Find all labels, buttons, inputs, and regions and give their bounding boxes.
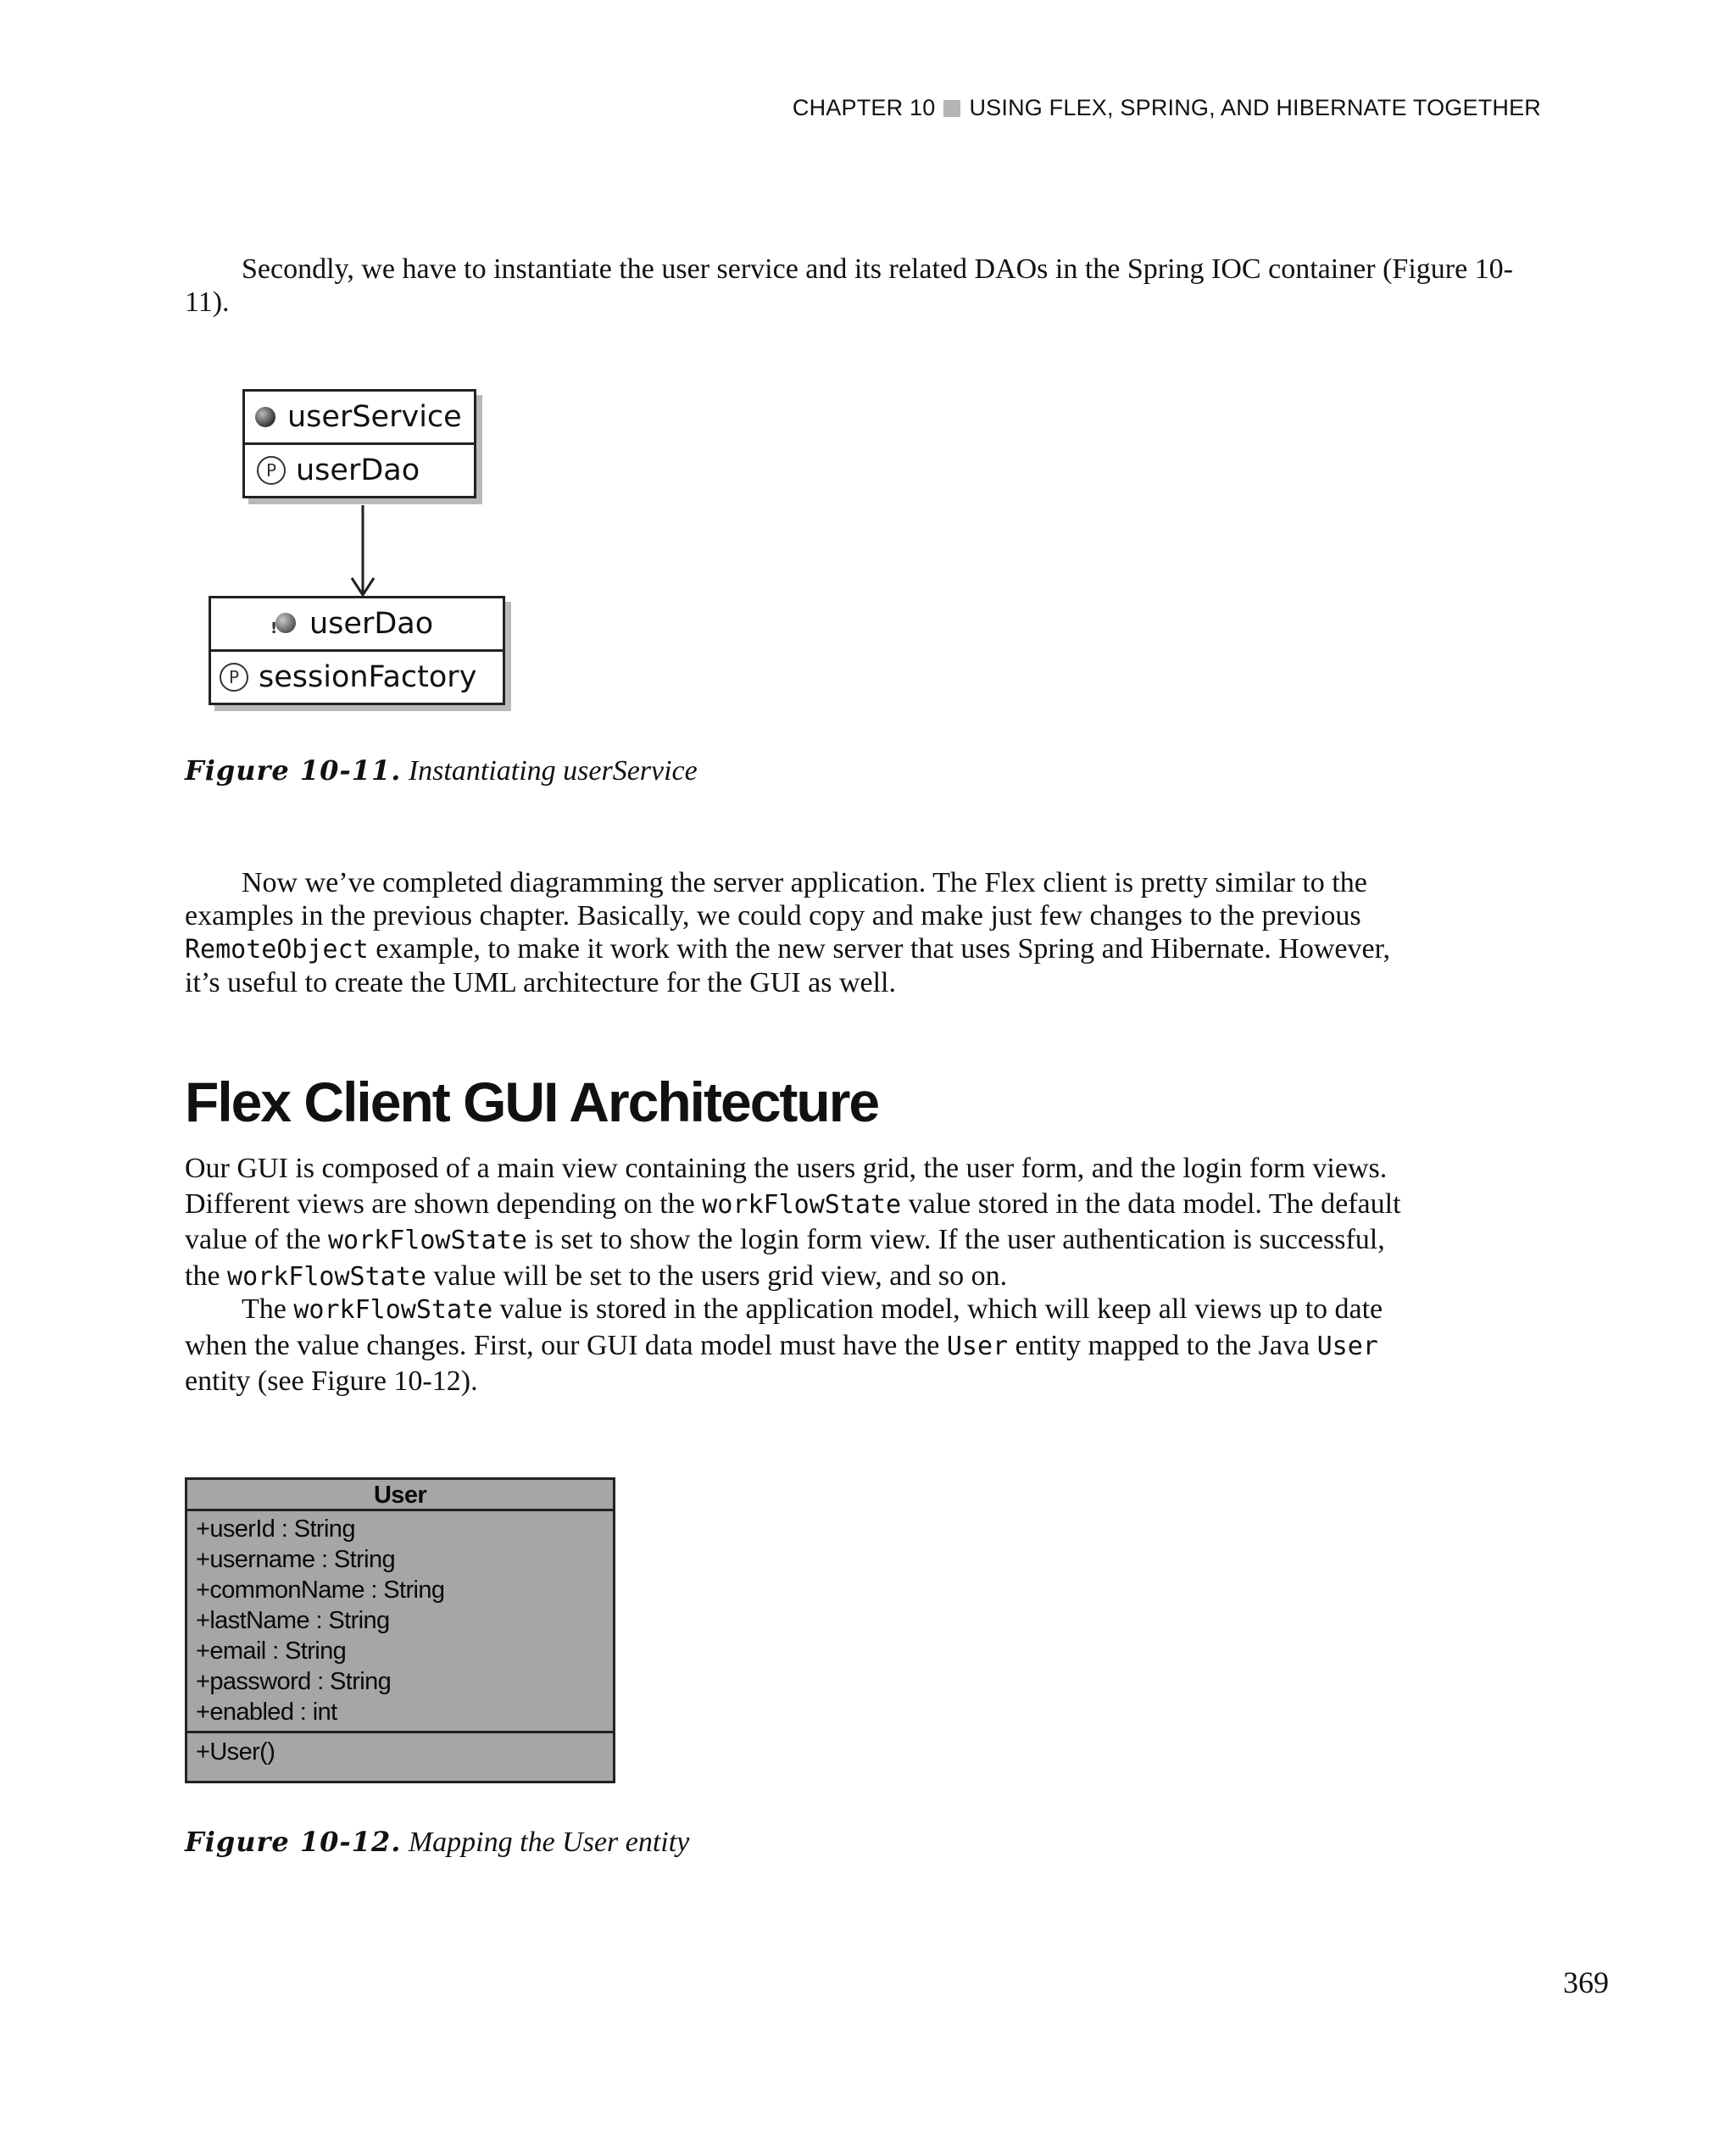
text-line xyxy=(185,1222,1541,1259)
uml-class-name: User xyxy=(187,1480,613,1511)
text-line xyxy=(185,1292,1541,1328)
uml-attribute: +commonName : String xyxy=(196,1577,445,1604)
paragraph-gui-composition xyxy=(185,1151,1541,1294)
figure-caption-text: Mapping the User entity xyxy=(408,1827,690,1858)
chapter-label: CHAPTER 10 xyxy=(792,95,936,120)
code-span: User xyxy=(1316,1331,1378,1361)
code-span: User xyxy=(946,1331,1009,1361)
code-span: workFlowState xyxy=(227,1261,426,1292)
text-span: value will be set to the users grid view, and so on. xyxy=(426,1260,1008,1292)
bean-icon xyxy=(255,407,275,427)
text-span: value of the xyxy=(185,1224,328,1255)
header-square-icon xyxy=(943,100,960,117)
bean-name: userDao xyxy=(309,607,434,641)
code-span: workFlowState xyxy=(293,1295,493,1325)
code-span: workFlowState xyxy=(702,1189,902,1220)
text-span: the xyxy=(185,1260,228,1292)
uml-class-user xyxy=(185,1477,615,1783)
bean-warning-icon xyxy=(270,611,296,637)
text-span: when the value changes. First, our GUI data model must have the xyxy=(185,1329,947,1361)
page-number: 369 xyxy=(1563,1966,1609,1999)
uml-attribute: +username : String xyxy=(196,1546,396,1573)
text-line: examples in the previous chapter. Basically, we could copy and make just few changes to the previous xyxy=(185,900,1361,931)
dependency-arrow xyxy=(348,502,381,603)
text-line: Now we’ve completed diagramming the server application. The Flex client is pretty similar to the xyxy=(242,867,1367,898)
bean-user-dao xyxy=(209,596,505,705)
bean-name: userService xyxy=(287,400,462,434)
uml-operation: +User() xyxy=(196,1738,275,1766)
bean-header xyxy=(245,392,474,442)
text-span: value is stored in the application model, which will keep all views up to date xyxy=(492,1293,1383,1325)
text-span: value stored in the data model. The default xyxy=(901,1187,1401,1220)
code-span: workFlowState xyxy=(328,1226,527,1255)
text-line: Our GUI is composed of a main view containing the users grid, the user form, and the login form views. xyxy=(185,1153,1388,1184)
figure-label: Figure 10-11. xyxy=(185,754,402,787)
text-line xyxy=(185,1328,1541,1365)
property-name: sessionFactory xyxy=(259,660,477,694)
text-span: entity mapped to the Java xyxy=(1008,1329,1317,1361)
code-span: RemoteObject xyxy=(185,935,369,965)
uml-attribute: +password : String xyxy=(196,1668,392,1695)
text-line xyxy=(185,1187,1541,1223)
paragraph-text: Secondly, we have to instantiate the user service and its related DAOs in the Spring IOC container (Figure 10-11). xyxy=(185,253,1514,318)
uml-attribute: +enabled : int xyxy=(196,1699,337,1726)
text-span: Different views are shown depending on the xyxy=(185,1187,703,1220)
text-span: is set to show the login form view. If the user authentication is successful, xyxy=(526,1224,1385,1255)
figure-caption-10-12 xyxy=(185,1826,689,1859)
uml-attribute: +userId : String xyxy=(196,1515,355,1543)
text-span: example, to make it work with the new server that uses Spring and Hibernate. However, xyxy=(368,933,1391,965)
text-line xyxy=(185,1259,1541,1295)
property-name: userDao xyxy=(296,453,420,487)
chapter-title: USING FLEX, SPRING, AND HIBERNATE TOGETHER xyxy=(969,95,1541,120)
paragraph-workflow-state xyxy=(185,1292,1541,1399)
bean-property xyxy=(211,649,503,703)
bean-user-service xyxy=(242,389,476,498)
uml-operations xyxy=(187,1733,613,1767)
property-p-icon: P xyxy=(257,456,286,485)
text-span: The xyxy=(242,1293,294,1325)
text-line xyxy=(185,932,1541,966)
figure-caption-text: Instantiating userService xyxy=(408,755,698,787)
text-line: entity (see Figure 10-12). xyxy=(185,1365,478,1397)
figure-label: Figure 10-12. xyxy=(185,1826,402,1858)
paragraph-flex-client xyxy=(185,866,1541,999)
uml-attributes xyxy=(187,1511,613,1733)
text-line: it’s useful to create the UML architecture for the GUI as well. xyxy=(185,967,896,998)
running-header xyxy=(793,95,1541,121)
section-heading: Flex Client GUI Architecture xyxy=(185,1070,879,1133)
paragraph-intro xyxy=(185,253,1541,319)
bean-header xyxy=(211,598,503,649)
uml-attribute: +email : String xyxy=(196,1638,347,1665)
bean-property xyxy=(245,442,474,496)
figure-caption-10-11 xyxy=(185,754,698,787)
property-p-warning-icon: P xyxy=(220,663,248,692)
uml-attribute: +lastName : String xyxy=(196,1607,390,1634)
